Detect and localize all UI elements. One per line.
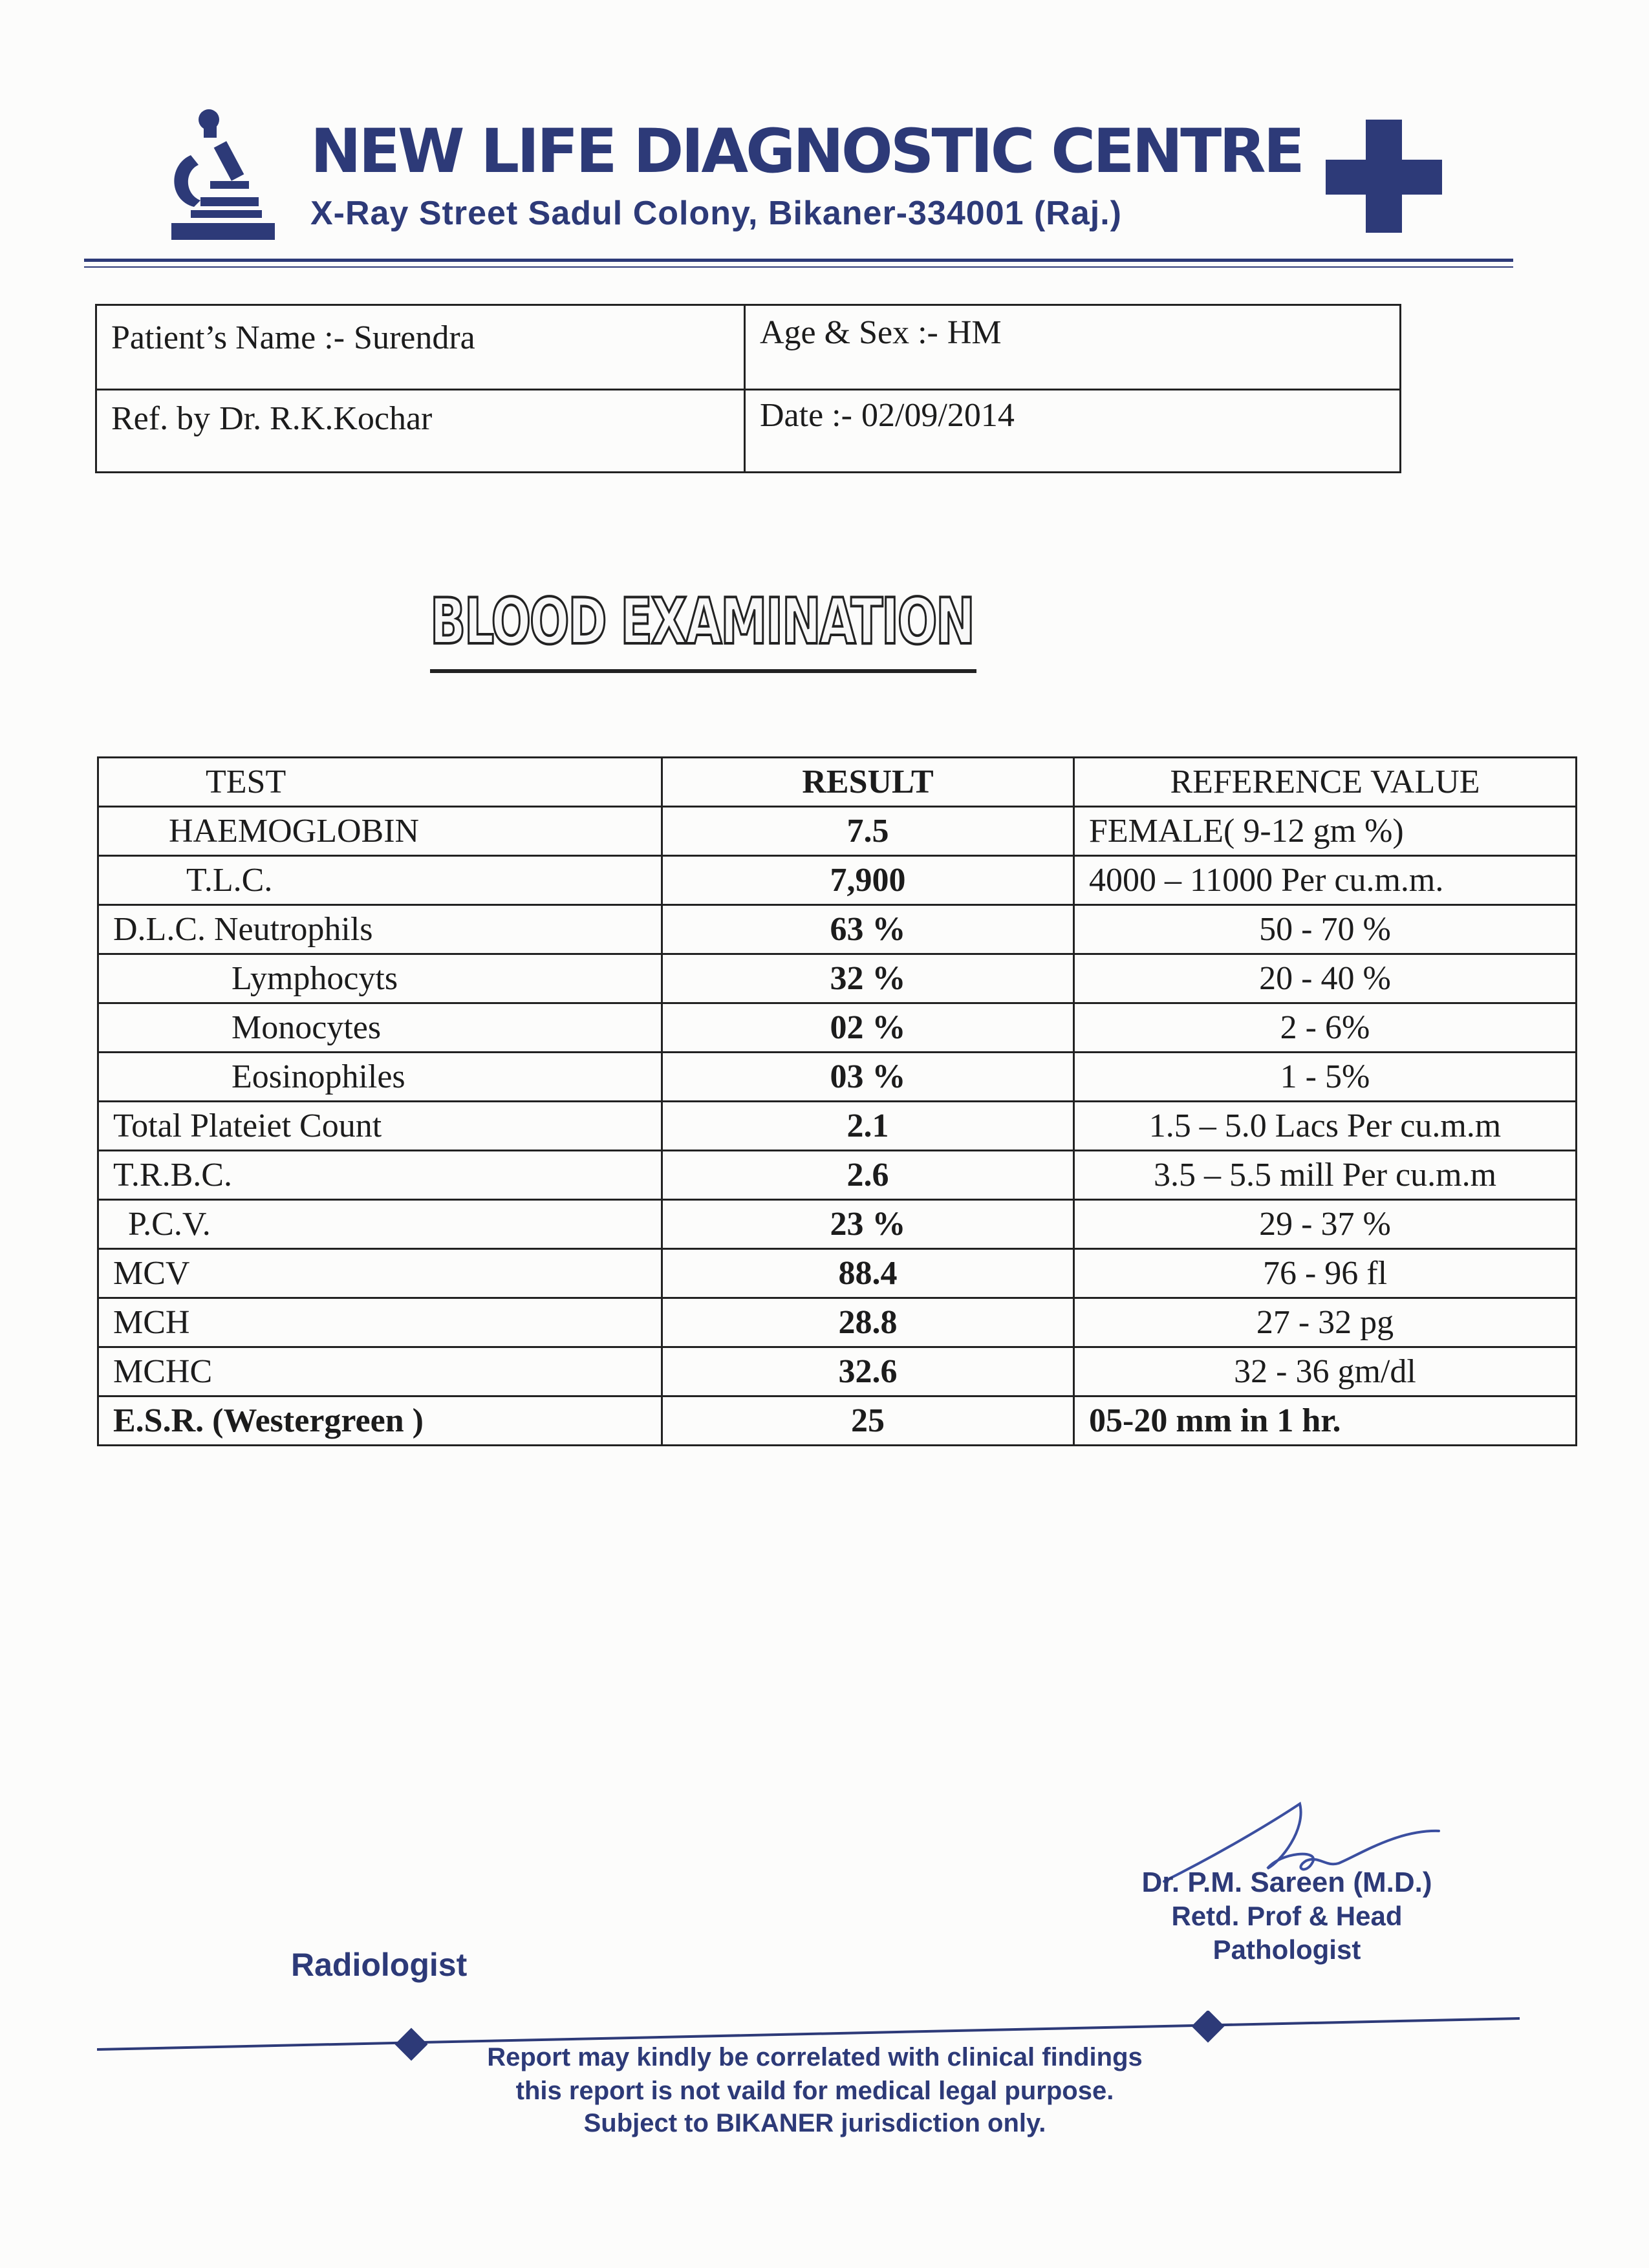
test-result: 28.8 (662, 1298, 1074, 1347)
test-name: P.C.V. (98, 1200, 662, 1249)
column-header-reference: REFERENCE VALUE (1074, 758, 1577, 807)
reference-value: 1 - 5% (1074, 1053, 1577, 1102)
test-result: 88.4 (662, 1249, 1074, 1298)
reference-value: 32 - 36 gm/dl (1074, 1347, 1577, 1396)
test-result: 32.6 (662, 1347, 1074, 1396)
test-result: 2.6 (662, 1151, 1074, 1200)
reference-value: 3.5 – 5.5 mill Per cu.m.m (1074, 1151, 1577, 1200)
table-row (98, 1347, 1577, 1396)
table-row (98, 1102, 1577, 1151)
age-sex-value: HM (947, 314, 1002, 351)
age-sex-label: Age & Sex :- (760, 314, 938, 351)
table-row (98, 856, 1577, 905)
signatory-name: Dr. P.M. Sareen (M.D.) (1141, 1867, 1432, 1898)
signatory-department: Pathologist (1212, 1934, 1361, 1965)
report-date-field (760, 396, 1015, 434)
clinic-address: X-Ray Street Sadul Colony, Bikaner-334001 (Raj.) (310, 195, 1122, 232)
report-date-value: 02/09/2014 (861, 397, 1015, 434)
table-row (98, 1298, 1577, 1347)
footer-note-2: this report is not vaild for medical legal purpose. (515, 2077, 1114, 2105)
test-result: 2.1 (662, 1102, 1074, 1151)
reference-value: FEMALE( 9-12 gm %) (1074, 807, 1577, 856)
table-header-row (98, 758, 1577, 807)
report-title: BLOOD EXAMINATION (430, 585, 974, 659)
referred-by-label: Ref. by (111, 400, 211, 437)
header-divider-thin (84, 266, 1513, 268)
table-row (98, 954, 1577, 1003)
test-name: HAEMOGLOBIN (98, 807, 662, 856)
footer-note-3: Subject to BIKANER jurisdiction only. (583, 2109, 1046, 2137)
age-sex-field (760, 314, 1002, 352)
microscope-icon (165, 103, 275, 242)
table-row (98, 807, 1577, 856)
reference-value: 1.5 – 5.0 Lacs Per cu.m.m (1074, 1102, 1577, 1151)
test-result: 32 % (662, 954, 1074, 1003)
reference-value: 76 - 96 fl (1074, 1249, 1577, 1298)
footer-note-1: Report may kindly be correlated with clinical findings (487, 2043, 1143, 2071)
test-name: T.L.C. (98, 856, 662, 905)
table-row (98, 1249, 1577, 1298)
test-name: D.L.C. Neutrophils (98, 905, 662, 954)
test-result: 23 % (662, 1200, 1074, 1249)
radiologist-label: Radiologist (291, 1947, 468, 1983)
reference-value: 20 - 40 % (1074, 954, 1577, 1003)
test-result: 02 % (662, 1003, 1074, 1053)
report-date-label: Date :- (760, 397, 852, 434)
test-name: Total Plateiet Count (98, 1102, 662, 1151)
referred-by-value: Dr. R.K.Kochar (219, 400, 433, 437)
table-row (98, 905, 1577, 954)
medical-cross-icon (1326, 120, 1442, 233)
patient-name-value: Surendra (354, 319, 475, 356)
reference-value: 2 - 6% (1074, 1003, 1577, 1053)
test-result: 63 % (662, 905, 1074, 954)
test-name: Eosinophiles (98, 1053, 662, 1102)
test-result: 7.5 (662, 807, 1074, 856)
table-row (98, 1396, 1577, 1446)
test-name: T.R.B.C. (98, 1151, 662, 1200)
test-name: Lymphocyts (98, 954, 662, 1003)
table-row (98, 1151, 1577, 1200)
patient-name-field (111, 319, 475, 357)
test-name: MCH (98, 1298, 662, 1347)
signatory-title: Retd. Prof & Head (1171, 1901, 1403, 1931)
results-table (97, 756, 1577, 1446)
reference-value: 50 - 70 % (1074, 905, 1577, 954)
title-underline (430, 669, 976, 673)
reference-value: 05-20 mm in 1 hr. (1074, 1396, 1577, 1446)
patient-name-label: Patient’s Name :- (111, 319, 345, 356)
test-name: MCV (98, 1249, 662, 1298)
reference-value: 27 - 32 pg (1074, 1298, 1577, 1347)
patient-info-box (95, 304, 1401, 473)
column-header-test: TEST (98, 758, 662, 807)
test-result: 7,900 (662, 856, 1074, 905)
header-divider (84, 259, 1513, 262)
test-result: 25 (662, 1396, 1074, 1446)
test-name: MCHC (98, 1347, 662, 1396)
table-row (98, 1003, 1577, 1053)
table-row (98, 1200, 1577, 1249)
reference-value: 4000 – 11000 Per cu.m.m. (1074, 856, 1577, 905)
referred-by-field (111, 400, 432, 438)
column-header-result: RESULT (662, 758, 1074, 807)
clinic-name: NEW LIFE DIAGNOSTIC CENTRE (310, 116, 1302, 187)
test-name: E.S.R. (Westergreen ) (98, 1396, 662, 1446)
test-result: 03 % (662, 1053, 1074, 1102)
reference-value: 29 - 37 % (1074, 1200, 1577, 1249)
test-name: Monocytes (98, 1003, 662, 1053)
table-row (98, 1053, 1577, 1102)
